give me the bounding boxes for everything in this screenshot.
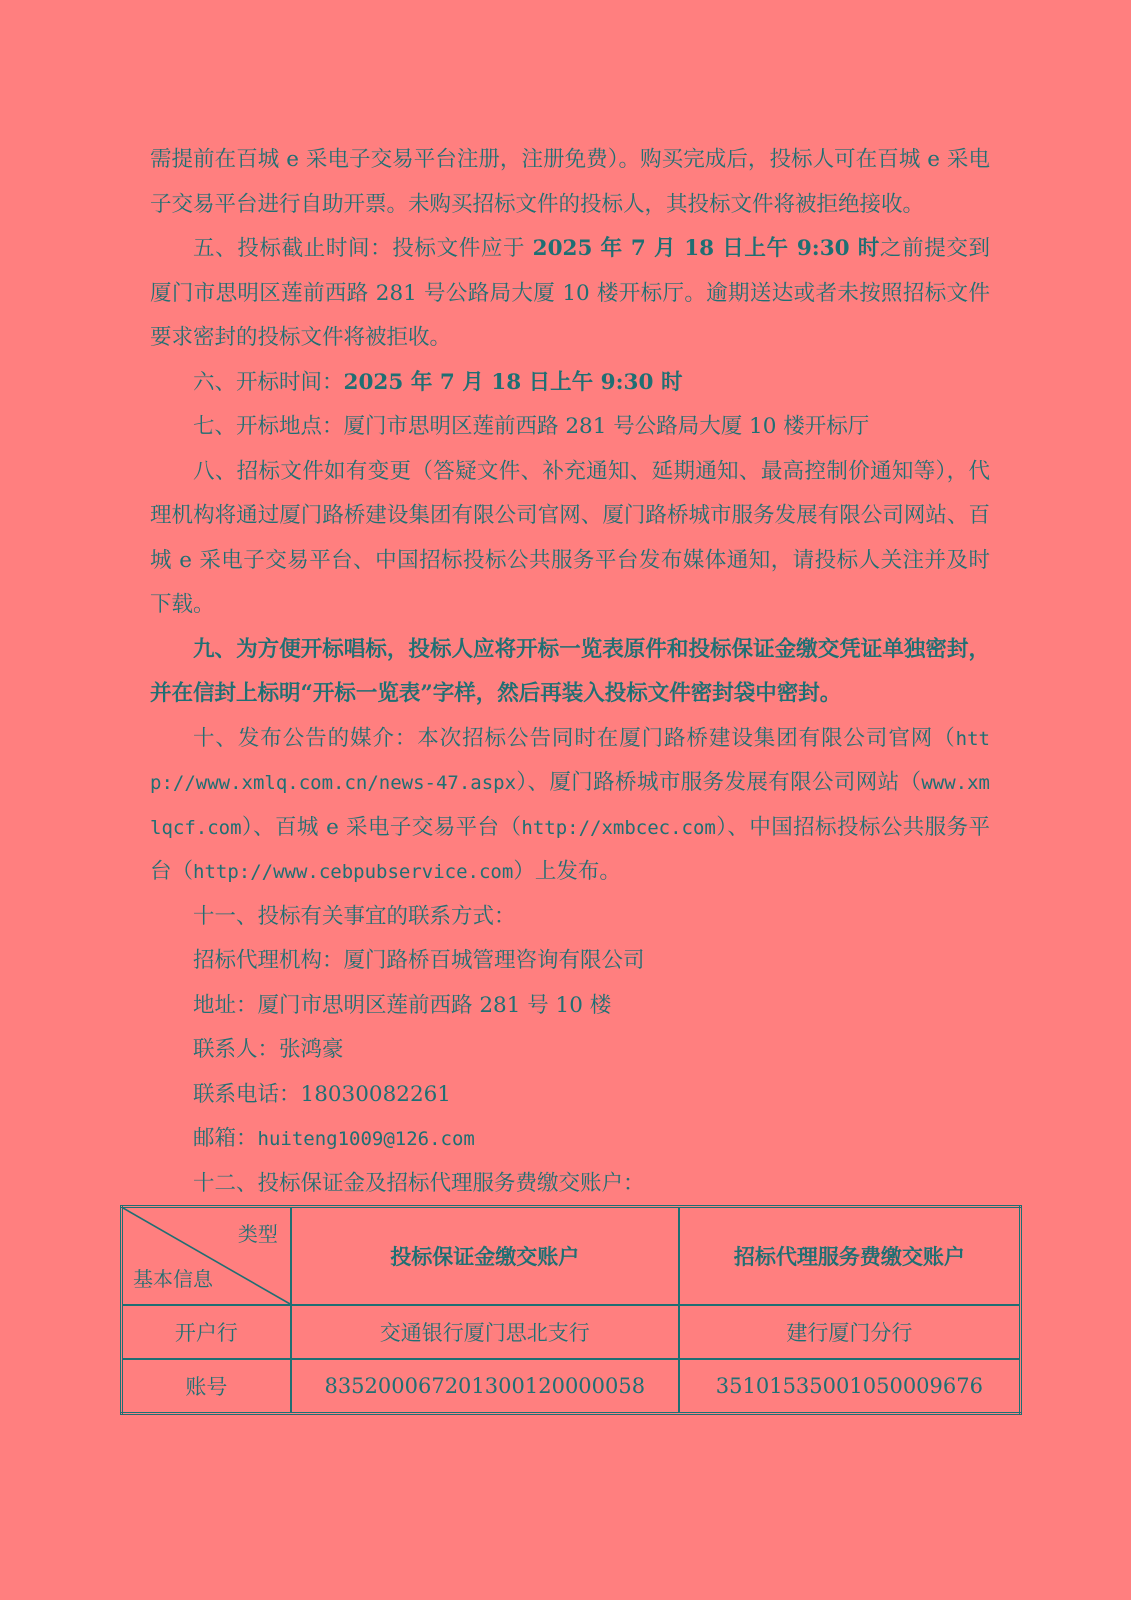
- opening-time-label: 六、开标时间：: [193, 369, 344, 395]
- row-acct-label: 账号: [122, 1359, 291, 1413]
- contact-phone: 18030082261: [300, 1081, 451, 1107]
- paragraph-bid-deadline: [150, 227, 990, 361]
- media-text-5: ）上发布。: [513, 859, 621, 884]
- media-text-3: ）、百城 e 采电子交易平台（: [241, 814, 522, 840]
- contact-email-label: 邮箱：: [193, 1126, 258, 1151]
- paragraph-media: [150, 717, 990, 895]
- media-link-xmlqcf[interactable]: www.xmlqcf.com: [150, 772, 990, 839]
- paragraph-changes: 八、招标文件如有变更（答疑文件、补充通知、延期通知、最高控制价通知等），代理机构将通过厦门路桥建设集团有限公司官网、厦门路桥城市服务发展有限公司网站、百城 e 采电子交易平台、中国招标投标公共服务平台发布媒体通知，请投标人关注并及时下载。: [150, 458, 990, 617]
- row-bank-fee: 建行厦门分行: [679, 1305, 1021, 1359]
- col-fee-header: 招标代理服务费缴交账户: [679, 1207, 1021, 1305]
- paragraph-opening-place: 七、开标地点：厦门市思明区莲前西路 281 号公路局大厦 10 楼开标厅: [193, 414, 870, 439]
- media-link-cebpubservice[interactable]: http://www.cebpubservice.com: [193, 861, 514, 883]
- deadline-time: 2025 年 7 月 18 日上午 9:30 时: [532, 236, 880, 261]
- media-text-4: ）、中国招标投标公共服务平台（: [150, 814, 990, 884]
- contact-phone-label: 联系电话：: [193, 1081, 301, 1107]
- deadline-detail: 之前提交到厦门市思明区莲前西路 281 号公路局大厦 10 楼开标厅。逾期送达或者未按照招标文件要求密封的投标文件将被拒收。: [150, 236, 990, 350]
- contact-agency: 招标代理机构：厦门路桥百城管理咨询有限公司: [193, 948, 645, 973]
- row-acct-fee: 35101535001050009676: [679, 1359, 1021, 1413]
- table-header-row: [122, 1207, 1021, 1305]
- col-deposit-header: 投标保证金缴交账户: [291, 1207, 679, 1305]
- media-link-xmbcec[interactable]: http://xmbcec.com: [521, 816, 716, 839]
- contact-email[interactable]: huiteng1009@126.com: [257, 1128, 475, 1150]
- notice-body: [150, 138, 990, 1206]
- contact-phone-line: [150, 1073, 990, 1118]
- media-link-xmlq[interactable]: http://www.xmlq.com.cn/news-47.aspx: [150, 727, 990, 794]
- contact-address: 地址：厦门市思明区莲前西路 281 号 10 楼: [193, 992, 612, 1018]
- contact-person: 联系人：张鸿豪: [193, 1037, 344, 1062]
- paragraph-opening-time: [150, 361, 990, 406]
- paragraph-continuation: 需提前在百城 e 采电子交易平台注册，注册免费）。购买完成后，投标人可在百城 e 采电子交易平台进行自助开票。未购买招标文件的投标人，其投标文件将被拒绝接收。: [150, 147, 990, 217]
- deadline-label: 五、投标截止时间：投标文件应于: [193, 236, 533, 261]
- diagonal-header-cell: [122, 1207, 291, 1305]
- table-row: [122, 1305, 1021, 1359]
- diag-type-label: 类型: [237, 1222, 278, 1246]
- row-acct-deposit: 835200067201300120000058: [291, 1359, 679, 1413]
- paragraph-sealing-note: 九、为方便开标唱标，投标人应将开标一览表原件和投标保证金缴交凭证单独密封，并在信封上标明“开标一览表”字样，然后再装入投标文件密封袋中密封。: [150, 636, 990, 706]
- table-row: [122, 1359, 1021, 1413]
- media-text-2: ）、厦门路桥城市服务发展有限公司网站（: [516, 770, 922, 795]
- paragraph-contacts-heading: 十一、投标有关事宜的联系方式：: [193, 903, 516, 929]
- diag-basic-label: 基本信息: [133, 1266, 213, 1291]
- media-text-1: 十、发布公告的媒介：本次招标公告同时在厦门路桥建设集团有限公司官网（: [193, 725, 956, 751]
- paragraph-accounts-heading: 十二、投标保证金及招标代理服务费缴交账户：: [193, 1170, 645, 1196]
- row-bank-deposit: 交通银行厦门思北支行: [291, 1305, 679, 1359]
- row-bank-label: 开户行: [122, 1305, 291, 1359]
- account-table: [120, 1205, 1022, 1415]
- contact-email-line: [150, 1117, 990, 1162]
- opening-time-value: 2025 年 7 月 18 日上午 9:30 时: [343, 369, 683, 395]
